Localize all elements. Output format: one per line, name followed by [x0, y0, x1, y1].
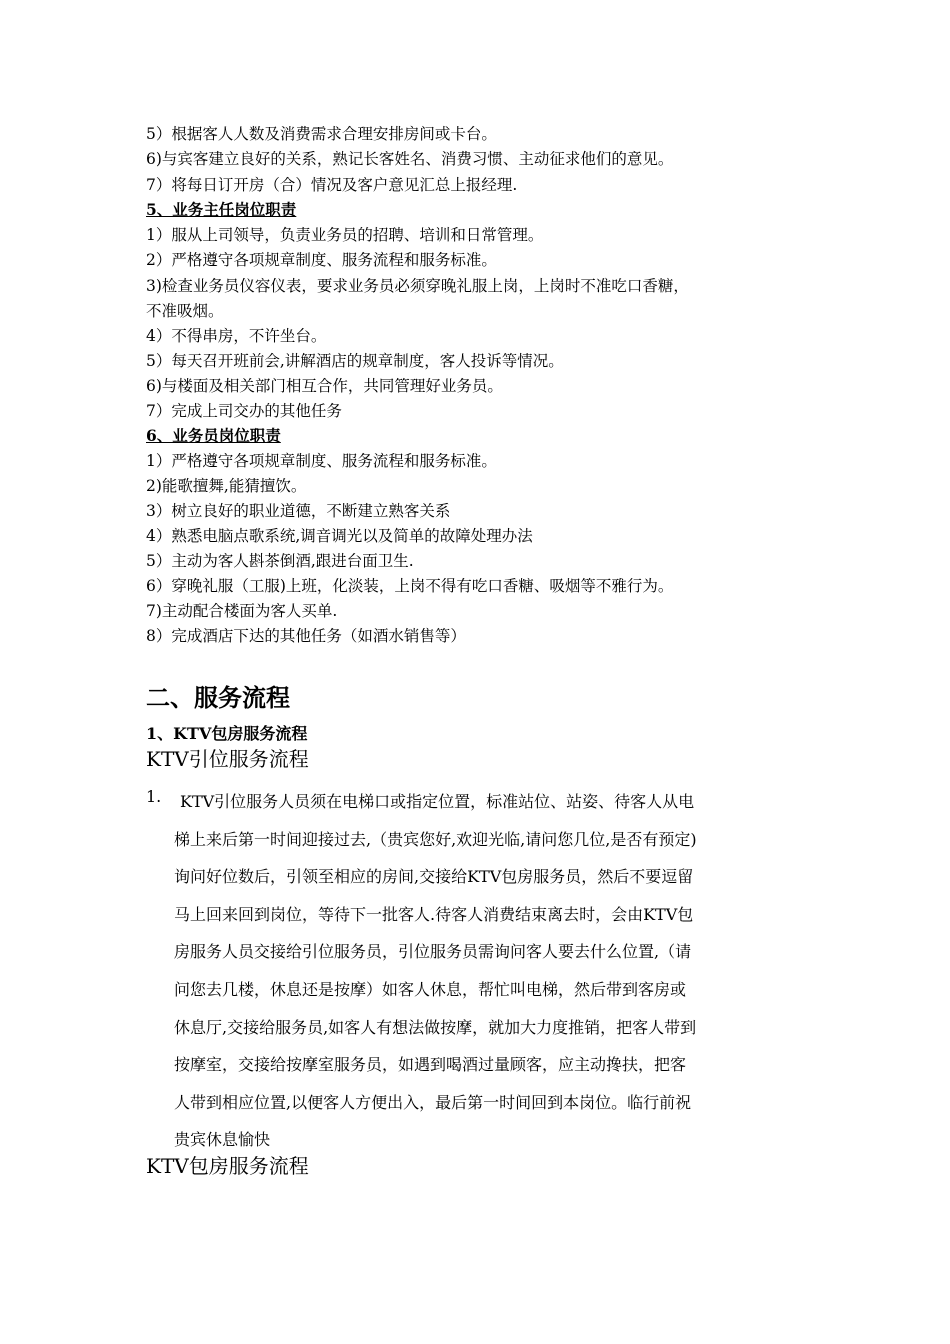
- heading-ktv-guide: KTV引位服务流程: [146, 747, 309, 771]
- paragraph-line: 房服务人员交接给引位服务员，引位服务员需询问客人要去什么位置,（请: [174, 942, 692, 962]
- section-5-title: 5、业务主任岗位职责: [146, 200, 297, 219]
- subsection-title: 1、KTV包房服务流程: [146, 724, 308, 743]
- text-line: 2)能歌擅舞,能猜擅饮。: [146, 477, 307, 495]
- text-line: 5）主动为客人斟茶倒酒,跟进台面卫生.: [146, 552, 414, 570]
- chapter-title: 二、服务流程: [146, 683, 290, 712]
- paragraph-line: KTV引位服务人员须在电梯口或指定位置，标准站位、站姿、待客人从电: [180, 792, 695, 811]
- paragraph-line: 马上回来回到岗位，等待下一批客人.待客人消费结束离去时，会由KTV包: [174, 904, 694, 924]
- text-line: 6)与宾客建立良好的关系，熟记长客姓名、消费习惯、主动征求他们的意见。: [146, 150, 674, 168]
- text-line: 2）严格遵守各项规章制度、服务流程和服务标准。: [146, 251, 497, 269]
- text-line: 6）穿晚礼服（工服)上班，化淡装，上岗不得有吃口香糖、吸烟等不雅行为。: [146, 577, 674, 595]
- paragraph-line: 按摩室，交接给按摩室服务员，如遇到喝酒过量顾客，应主动搀扶，把客: [174, 1055, 687, 1075]
- paragraph-line: 询问好位数后，引领至相应的房间,交接给KTV包房服务员，然后不要逗留: [174, 867, 694, 887]
- list-item-paragraph: [174, 783, 810, 1159]
- section-6-title: 6、业务员岗位职责: [146, 426, 281, 445]
- text-line: 7）将每日订开房（合）情况及客户意见汇总上报经理.: [146, 176, 518, 194]
- paragraph-line: 休息厅,交接给服务员,如客人有想法做按摩，就加大力度推销，把客人带到: [174, 1017, 697, 1037]
- text-line: 4）不得串房，不许坐台。: [146, 327, 327, 345]
- text-line: 3)检查业务员仪容仪表，要求业务员必须穿晚礼服上岗，上岗时不准吃口香糖，: [146, 277, 689, 295]
- text-line: 5）每天召开班前会,讲解酒店的规章制度，客人投诉等情况。: [146, 352, 564, 370]
- heading-ktv-room: KTV包房服务流程: [146, 1154, 309, 1178]
- text-line: 3）树立良好的职业道德，不断建立熟客关系: [146, 502, 451, 520]
- list-number: 1.: [146, 787, 162, 806]
- text-line: 1）严格遵守各项规章制度、服务流程和服务标准。: [146, 452, 497, 470]
- paragraph-line: 人带到相应位置,以便客人方便出入，最后第一时间回到本岗位。临行前祝: [174, 1092, 692, 1112]
- text-line: 7)主动配合楼面为客人买单.: [146, 602, 338, 620]
- paragraph-line: 问您去几楼，休息还是按摩）如客人休息，帮忙叫电梯，然后带到客房或: [174, 979, 687, 999]
- text-line: 7）完成上司交办的其他任务: [146, 402, 342, 420]
- paragraph-line: 贵宾休息愉快: [174, 1130, 271, 1150]
- text-line: 5）根据客人人数及消费需求合理安排房间或卡台。: [146, 125, 497, 143]
- text-line: 不准吸烟。: [146, 302, 224, 320]
- text-line: 8）完成酒店下达的其他任务（如酒水销售等）: [146, 627, 466, 645]
- paragraph-line: 梯上来后第一时间迎接过去,（贵宾您好,欢迎光临,请问您几位,是否有预定): [174, 829, 697, 849]
- text-line: 1）服从上司领导，负责业务员的招聘、培训和日常管理。: [146, 226, 544, 244]
- text-line: 4）熟悉电脑点歌系统,调音调光以及简单的故障处理办法: [146, 527, 533, 545]
- text-line: 6)与楼面及相关部门相互合作，共同管理好业务员。: [146, 377, 503, 395]
